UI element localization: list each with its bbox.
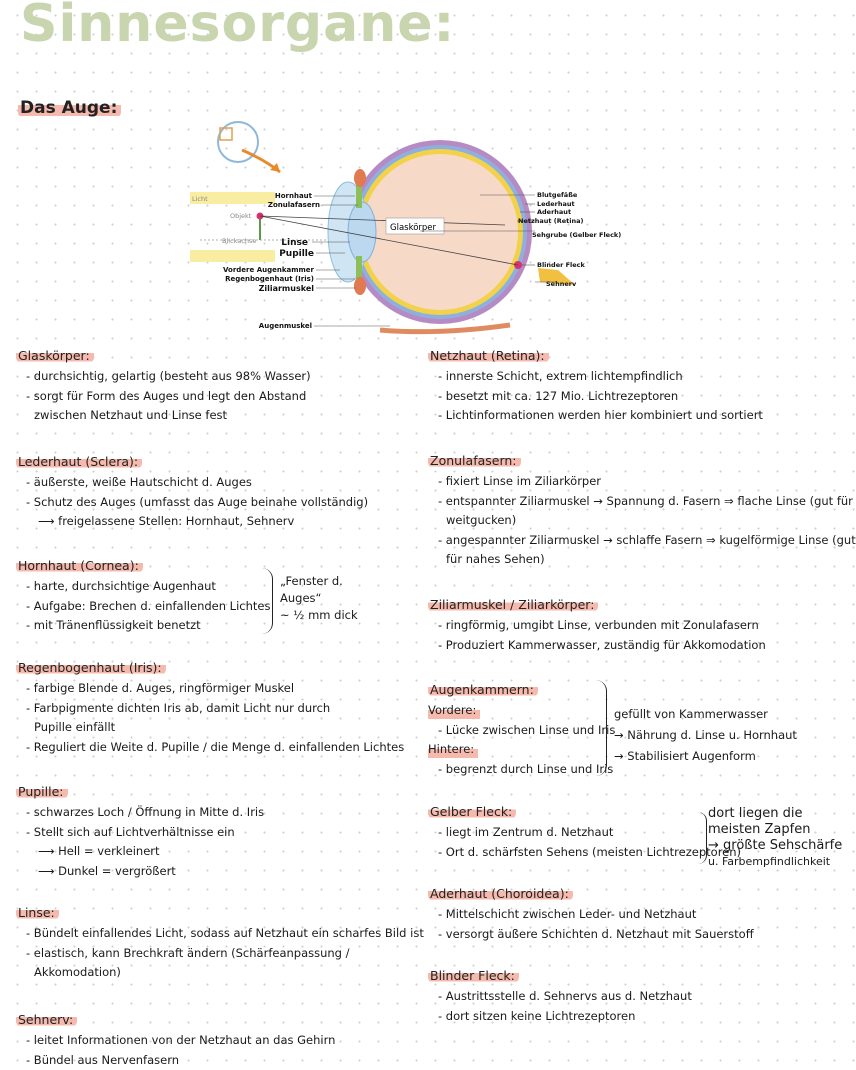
eyeball (260, 140, 575, 332)
label-vordere-augenkammer: Vordere Augenkammer (223, 266, 315, 274)
bullet-line: - schwarzes Loch / Öffnung in Mitte d. Iris (16, 803, 416, 823)
section-lederhaut (16, 454, 416, 532)
bullet-line: Vordere: (428, 701, 480, 721)
bullet-line: ⟶ Hell = verkleinert (16, 842, 416, 862)
bullet-line: - Austrittsstelle d. Sehnervs aus d. Netzhaut (428, 987, 828, 1007)
inset-eye-icon (218, 122, 280, 172)
label-pupille: Pupille (279, 249, 314, 259)
bullet-line: - Lichtinformationen werden hier kombiniert und sortiert (428, 406, 828, 426)
label-objekt: Objekt (230, 212, 252, 220)
bullet-line: - besetzt mit ca. 127 Mio. Lichtrezeptoren (428, 387, 828, 407)
bullet-line: - elastisch, kann Brechkraft ändern (Schärfeanpassung / (16, 944, 416, 964)
section-glaskoerper (16, 348, 416, 426)
section-heading: Lederhaut (Sclera): (16, 454, 416, 469)
bullet-line: - dort sitzen keine Lichtrezeptoren (428, 1007, 828, 1027)
label-netzhaut: Netzhaut (Retina) (518, 217, 583, 225)
section-heading: Glaskörper: (16, 348, 416, 363)
section-heading: Aderhaut (Choroidea): (428, 886, 828, 901)
section-heading: Linse: (16, 905, 416, 920)
bullet-line: - leitet Informationen von der Netzhaut an das Gehirn (16, 1031, 416, 1051)
label-sehnerv: Sehnerv (546, 280, 577, 288)
bullet-line: ⟶ freigelassene Stellen: Hornhaut, Sehnerv (16, 512, 416, 532)
note-hornhaut: „Fenster d. Auges“ ~ ½ mm dick (280, 573, 358, 624)
bullet-line: - farbige Blende d. Auges, ringförmiger Muskel (16, 679, 416, 699)
label-augenmuskel: Augenmuskel (259, 322, 312, 330)
brace-augenkammern (596, 680, 607, 776)
section-ziliarmuskel (428, 597, 828, 655)
bullet-line: - entspannter Ziliarmuskel → Spannung d. Fasern ⇒ flache Linse (gut für (428, 492, 828, 512)
label-regenbogenhaut: Regenbogenhaut (Iris) (225, 275, 314, 283)
section-subtitle: Das Auge: (18, 98, 121, 118)
section-pupille (16, 784, 416, 881)
bullet-line: - innerste Schicht, extrem lichtempfindlich (428, 367, 828, 387)
bullet-line: - Lücke zwischen Linse und Iris (428, 721, 828, 741)
section-heading: Gelber Fleck: (428, 804, 828, 819)
section-heading: Blinder Fleck: (428, 968, 828, 983)
bullet-line: - Bündel aus Nervenfasern (16, 1051, 416, 1070)
label-ziliarmuskel: Ziliarmuskel (259, 284, 315, 293)
bullet-line: - fixiert Linse im Ziliarkörper (428, 472, 828, 492)
eye-diagram (180, 120, 630, 340)
bullet-line: zwischen Netzhaut und Linse fest (16, 406, 416, 426)
note-gelberfleck: dort liegen die meisten Zapfen → größte Sehschärfe u. Farbempfindlichkeit (708, 806, 842, 870)
bullet-line: - Schutz des Auges (umfasst das Auge beinahe vollständig) (16, 493, 416, 513)
bullet-line: - angespannter Ziliarmuskel → schlaffe Fasern ⇒ kugelförmige Linse (gut (428, 531, 828, 551)
page-title: Sinnesorgane: (20, 0, 455, 54)
bullet-line: - ringförmig, umgibt Linse, verbunden mit Zonulafasern (428, 616, 828, 636)
label-aderhaut: Aderhaut (537, 208, 571, 216)
bullet-line: Hintere: (428, 740, 478, 760)
bullet-line: - äußerste, weiße Hautschicht d. Auges (16, 473, 416, 493)
label-blinder-fleck: Blinder Fleck (537, 261, 585, 269)
section-regenbogenhaut (16, 660, 416, 757)
section-heading: Netzhaut (Retina): (428, 348, 828, 363)
bullet-line: - harte, durchsichtige Augenhaut (16, 577, 416, 597)
section-heading: Zonulafasern: (428, 453, 828, 468)
section-blinderfleck (428, 968, 828, 1026)
brace-hornhaut (262, 568, 273, 634)
bullet-line: - Ort d. schärfsten Sehens (meisten Lichtrezeptoren) (428, 843, 828, 863)
bullet-line: - begrenzt durch Linse und Iris (428, 760, 828, 780)
bullet-line: weitgucken) (428, 511, 828, 531)
bullet-line: - Aufgabe: Brechen d. einfallenden Lichtes (16, 597, 416, 617)
note-augenkammern: gefüllt von Kammerwasser → Nährung d. Linse u. Hornhaut → Stabilisiert Augenform (614, 704, 797, 767)
section-heading: Hornhaut (Cornea): (16, 558, 416, 573)
bullet-line: Pupille einfällt (16, 718, 416, 738)
light-ray-bottom (190, 250, 275, 262)
section-zonulafasern (428, 453, 828, 570)
label-licht: Licht (192, 195, 208, 203)
section-heading: Regenbogenhaut (Iris): (16, 660, 416, 675)
bullet-line: - versorgt äußere Schichten d. Netzhaut mit Sauerstoff (428, 925, 828, 945)
bullet-line: - Farbpigmente dichten Iris ab, damit Licht nur durch (16, 699, 416, 719)
section-aderhaut (428, 886, 828, 944)
bullet-line: - durchsichtig, gelartig (besteht aus 98% Wasser) (16, 367, 416, 387)
bullet-line: - liegt im Zentrum d. Netzhaut (428, 823, 828, 843)
bullet-line: - Reguliert die Weite d. Pupille / die Menge d. einfallenden Lichtes (16, 738, 416, 758)
bullet-line: - sorgt für Form des Auges und legt den Abstand (16, 387, 416, 407)
section-heading: Ziliarmuskel / Ziliarkörper: (428, 597, 828, 612)
label-blutgefaesse: Blutgefäße (537, 191, 578, 199)
label-lederhaut: Lederhaut (537, 200, 575, 208)
label-zonulafasern: Zonulafasern (268, 201, 320, 209)
bullet-line: - Mittelschicht zwischen Leder- und Netzhaut (428, 905, 828, 925)
label-blickachse: Blickachse (222, 237, 256, 245)
label-linse: Linse (281, 238, 308, 248)
label-sehgrube: Sehgrube (Gelber Fleck) (532, 231, 621, 239)
brace-gelberfleck (698, 812, 707, 864)
section-linse (16, 905, 416, 983)
bullet-line: - Bündelt einfallendes Licht, sodass auf Netzhaut ein scharfes Bild ist (16, 924, 416, 944)
section-heading: Augenkammern: (428, 682, 828, 697)
bullet-line: - Stellt sich auf Lichtverhältnisse ein (16, 823, 416, 843)
bullet-line: - Produziert Kammerwasser, zuständig für Akkomodation (428, 636, 828, 656)
bullet-line: für nahes Sehen) (428, 550, 828, 570)
label-glaskoerper: Glaskörper (390, 223, 437, 233)
label-hornhaut: Hornhaut (275, 192, 313, 200)
section-sehnerv (16, 1012, 416, 1070)
section-netzhaut (428, 348, 828, 426)
bullet-line: ⟶ Dunkel = vergrößert (16, 862, 416, 882)
section-heading: Sehnerv: (16, 1012, 416, 1027)
bullet-line: - mit Tränenflüssigkeit benetzt (16, 616, 416, 636)
bullet-line: Akkomodation) (16, 963, 416, 983)
section-heading: Pupille: (16, 784, 416, 799)
